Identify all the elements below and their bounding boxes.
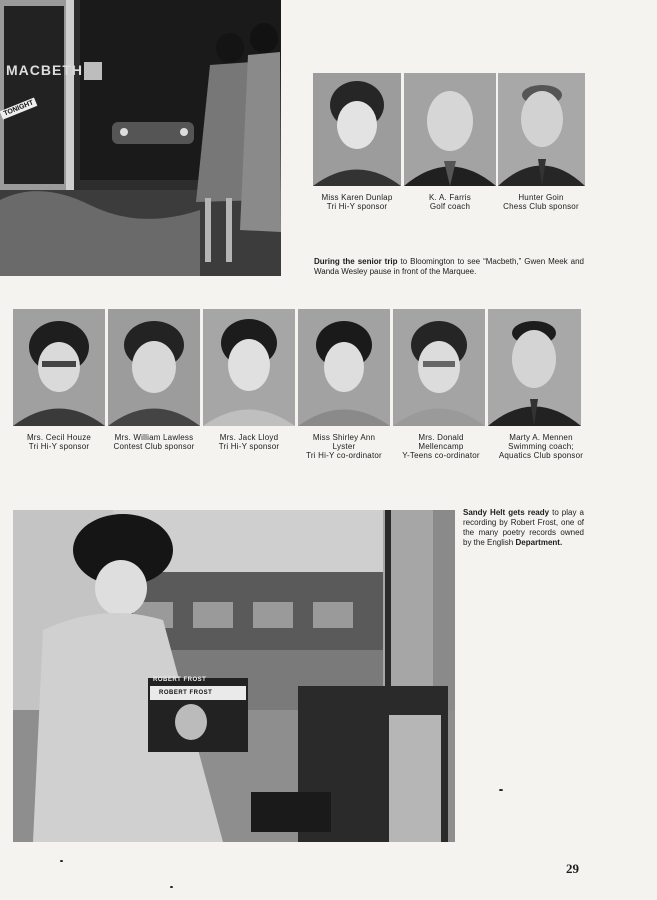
frost-caption: Sandy Helt gets ready to play a recording by Robert Frost, one of the many poetry records owned by the English Department.	[463, 508, 584, 547]
caption-cecil-houze: Mrs. Cecil Houze Tri Hi-Y sponsor	[26, 433, 92, 451]
print-speck	[499, 789, 503, 791]
portrait-william-lawless	[108, 309, 200, 426]
marquee-text: MACBETH	[6, 62, 83, 78]
page-number: 29	[566, 861, 579, 876]
portrait-donald-mellencamp	[393, 309, 485, 426]
portrait-shirley-ann-lyster	[298, 309, 390, 426]
caption-donald-mellencamp: Mrs. Donald Mellencamp Y-Teens co-ordinator	[402, 433, 480, 460]
portrait-cecil-houze	[13, 309, 105, 426]
caption-shirley-ann-lyster: Miss Shirley Ann Lyster Tri Hi-Y co-ordinator	[306, 433, 382, 460]
album-subtitle: ROBERT FROST	[159, 690, 213, 696]
portrait-jack-lloyd	[203, 309, 295, 426]
frost-record-photo	[13, 510, 455, 842]
marquee-sign: TONIGHT	[0, 97, 38, 119]
senior-trip-caption: During the senior trip to Bloomington to see “Macbeth,” Gwen Meek and Wanda Wesley pause in front of the Marquee.	[314, 257, 584, 276]
portrait-hunter-goin	[498, 73, 585, 186]
caption-ka-farris: K. A. Farris Golf coach	[429, 193, 471, 211]
album-title: ROBERT FROST	[153, 677, 207, 683]
print-speck	[170, 886, 173, 888]
caption-karen-dunlap: Miss Karen Dunlap Tri Hi-Y sponsor	[321, 193, 393, 211]
marquee-photo	[0, 0, 281, 276]
caption-hunter-goin: Hunter Goin Chess Club sponsor	[503, 193, 579, 211]
print-speck	[60, 860, 63, 862]
caption-william-lawless: Mrs. William Lawless Contest Club sponsor	[113, 433, 195, 451]
caption-marty-mennen: Marty A. Mennen Swimming coach; Aquatics Club sponsor	[498, 433, 584, 460]
portrait-marty-mennen	[488, 309, 581, 426]
caption-jack-lloyd: Mrs. Jack Lloyd Tri Hi-Y sponsor	[218, 433, 280, 451]
portrait-ka-farris	[404, 73, 496, 186]
portrait-karen-dunlap	[313, 73, 401, 186]
